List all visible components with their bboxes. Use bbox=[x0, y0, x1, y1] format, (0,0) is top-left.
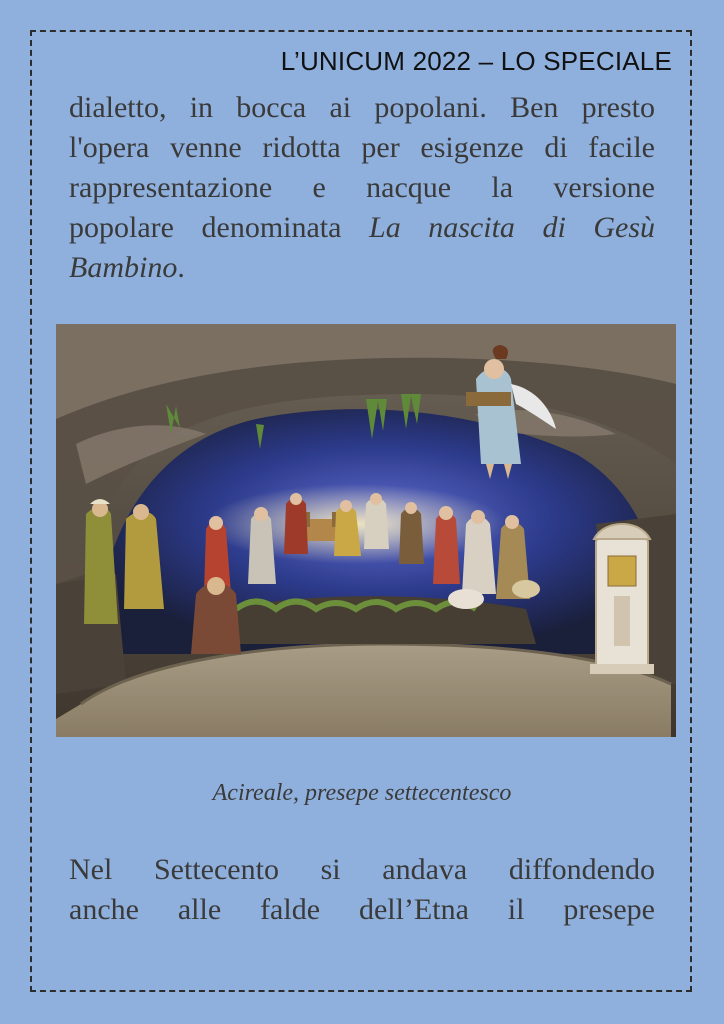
paragraph-bottom bbox=[69, 850, 655, 930]
paragraph-top bbox=[69, 88, 655, 288]
photo-caption: Acireale, presepe settecentesco bbox=[212, 780, 512, 806]
nativity-scene-illustration bbox=[56, 324, 676, 737]
paragraph-line bbox=[69, 248, 655, 288]
paragraph-line bbox=[69, 208, 655, 248]
paragraph-line: l'opera venne ridotta per esigenze di facile bbox=[69, 131, 655, 164]
italic-title: Bambino bbox=[69, 251, 178, 284]
nativity-scene-photo bbox=[56, 324, 676, 737]
paragraph-line: Nel Settecento si andava diffondendo bbox=[69, 853, 655, 886]
paragraph-text: . bbox=[177, 251, 185, 284]
paragraph-line: rappresentazione e nacque la versione bbox=[69, 171, 655, 204]
paragraph-line: dialetto, in bocca ai popolani. Ben presto bbox=[69, 91, 655, 124]
paragraph-text: popolare denominata bbox=[69, 211, 370, 244]
paragraph-line: anche alle falde dell’Etna il presepe bbox=[69, 893, 655, 926]
italic-title: La nascita di Gesù bbox=[369, 211, 655, 244]
page-header: L’UNICUM 2022 – LO SPECIALE bbox=[280, 46, 672, 76]
